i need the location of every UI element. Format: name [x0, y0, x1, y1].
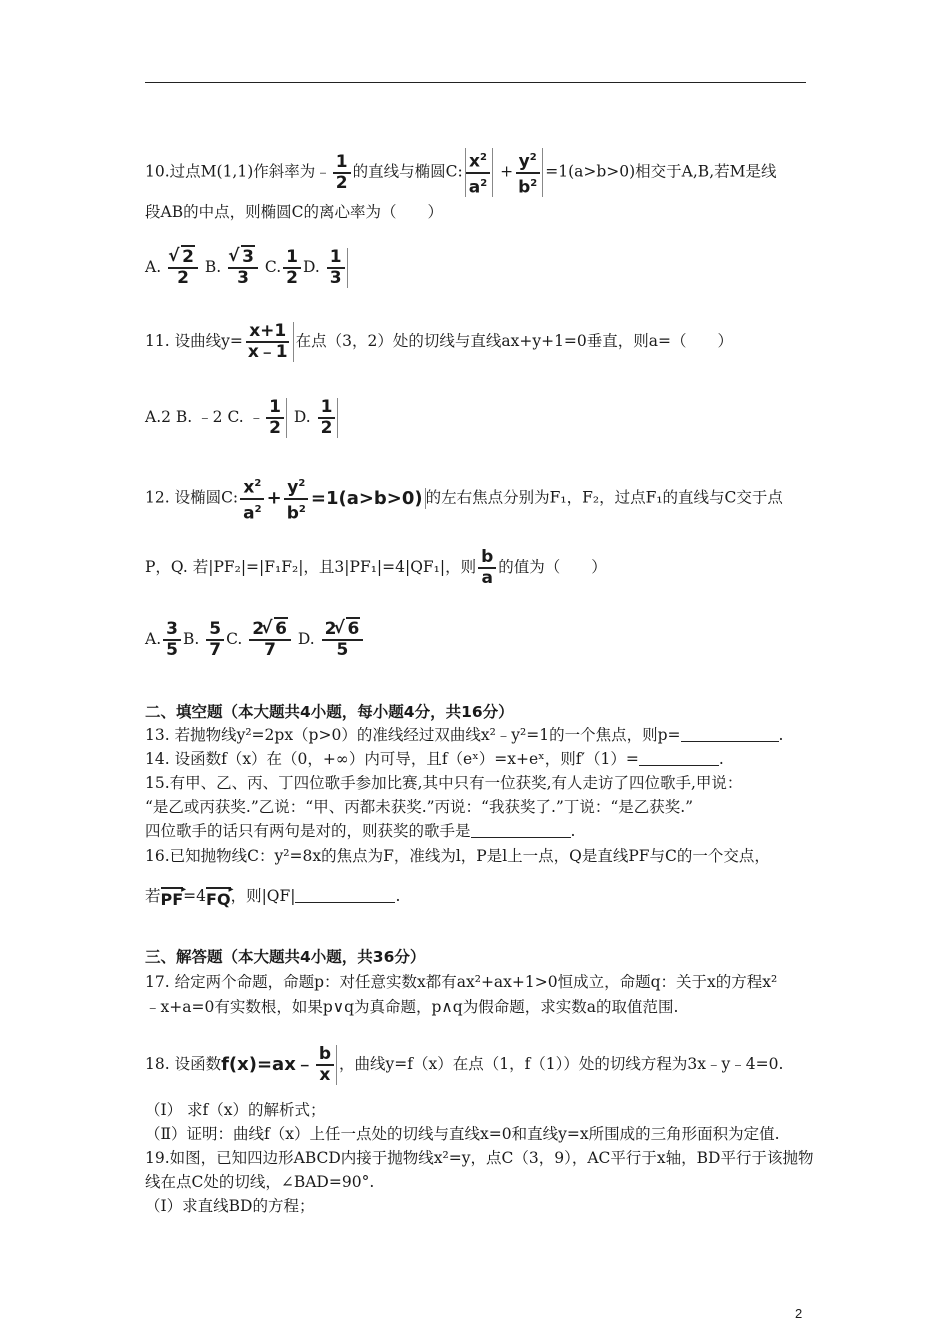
- section-3-heading: 三、解答题（本大题共4小题，共36分）: [145, 948, 426, 966]
- q12-ratio-fraction: $\frac{b}{a}$: [478, 548, 496, 588]
- vector-fq: FQ ▸: [206, 889, 231, 911]
- question-16-line1: 16.已知抛物线C：y²=8x的焦点为F，准线为l，P是l上一点，Q是直线PF与C的一个交点，: [145, 847, 770, 865]
- question-15-line1: 15.有甲、乙、丙、丁四位歌手参加比赛,其中只有一位获奖,有人走访了四位歌手,甲说：: [145, 774, 743, 792]
- q18-function: f(x)=ax﹣: [221, 1054, 314, 1075]
- q12-option-b: $\frac{5}{7}$: [206, 620, 224, 660]
- question-14: 14. 设函数f（x）在（0，+∞）内可导，且f（eˣ）=x+eˣ，则f′（1）= .: [145, 750, 724, 768]
- question-12-options: A. $\frac{3}{5}$ B. $\frac{5}{7}$ C. $\frac{2√ 6}{7}$ D. $\frac{2√ 6}{5}$: [145, 620, 365, 660]
- question-18-part-ii: （Ⅱ）证明：曲线f（x）上任一点处的切线与直线x=0和直线y=x所围成的三角形面积为定值.: [145, 1125, 780, 1143]
- question-10-options: A. √ $\frac{2}{2}$ B. √ $\frac{3}{3}$ C. $\frac{1}{2}$ D. $\frac{1}{3}$: [145, 248, 350, 288]
- question-16-line2: 若PF ▸=4FQ ▸，则|QF| .: [145, 885, 400, 911]
- question-10: 10.过点M(1,1)作斜率为﹣ $\frac{1}{2}$ 的直线与椭圆C: $\frac{x^2}{a^2}$ + $\frac{y^2}{b^2}$ =1(a>b>0)相交于A,B,若M是线: [145, 148, 777, 197]
- question-15-line2: “是乙或丙获奖.”乙说：“甲、丙都未获奖.”丙说：“我获奖了.”丁说：“是乙获奖.”: [145, 798, 694, 816]
- q12-option-a: $\frac{3}{5}$: [163, 620, 181, 660]
- question-17-line1: 17. 给定两个命题，命题p：对任意实数x都有ax²+ax+1>0恒成立，命题q：关于x的方程x²: [145, 973, 778, 991]
- question-18: 18. 设函数f(x)=ax﹣ $\frac{b}{x}$ ，曲线y=f（x）在点（1，f（1））处的切线方程为3x﹣y﹣4=0.: [145, 1044, 784, 1085]
- question-12: 12. 设椭圆C: $\frac{x^2}{a^2}$ + $\frac{y^2}{b^2}$ =1(a>b>0) 的左右焦点分别为F₁，F₂，过点F₁的直线与C交于点: [145, 474, 783, 523]
- question-19-part-i: （Ⅰ）求直线BD的方程；: [145, 1197, 315, 1215]
- q11-option-d: $\frac{1}{2}$: [318, 398, 339, 438]
- question-12-line2: P，Q. 若|PF₂|=|F₁F₂|，且3|PF₁|=4|QF₁|，则 $\frac{b}{a}$ 的值为（ ）: [145, 547, 607, 588]
- q12-x-fraction: $\frac{x^2}{a^2}$: [240, 474, 264, 523]
- q11-curve-fraction: $\frac{x+1}{x﹣1}$: [245, 322, 294, 362]
- q10-option-a: √ $\frac{2}{2}$: [168, 248, 198, 288]
- q10-x-fraction: $\frac{x^2}{a^2}$: [465, 148, 493, 197]
- q10-slope-fraction: $\frac{1}{2}$: [333, 153, 351, 193]
- question-11: 11. 设曲线y= $\frac{x+1}{x﹣1}$ 在点（3，2）处的切线与直线ax+y+1=0垂直，则a=（ ）: [145, 321, 734, 362]
- q12-option-c: $\frac{2√ 6}{7}$: [249, 620, 291, 660]
- q12-equation-tail: =1(a>b>0): [311, 488, 426, 509]
- q10-y-fraction: $\frac{y^2}{b^2}$: [515, 148, 543, 197]
- question-19-line1: 19.如图，已知四边形ABCD内接于抛物线x²=y，点C（3，9），AC平行于x轴，BD平行于该抛物: [145, 1149, 814, 1167]
- question-18-part-i: （Ⅰ） 求f（x）的解析式；: [145, 1101, 326, 1119]
- page-number: 2: [795, 1306, 803, 1321]
- question-10-line2: 段AB的中点，则椭圆C的离心率为（ ）: [145, 203, 443, 221]
- q11-option-c: $\frac{1}{2}$: [266, 398, 287, 438]
- q10-option-c: $\frac{1}{2}$: [283, 248, 301, 288]
- question-11-options: A.2 B. ﹣2 C. ﹣ $\frac{1}{2}$ D. $\frac{1}{2}$: [145, 398, 340, 438]
- question-19-line2: 线在点C处的切线，∠BAD=90°.: [145, 1173, 375, 1191]
- header-rule: [145, 82, 806, 83]
- q10-text: 10.过点M(1,1)作斜率为﹣: [145, 162, 331, 181]
- q12-option-d: $\frac{2√ 6}{5}$: [322, 620, 364, 660]
- question-15-line3: 四位歌手的话只有两句是对的，则获奖的歌手是 .: [145, 822, 576, 840]
- q18-fraction: $\frac{b}{x}$: [316, 1045, 337, 1085]
- question-17-line2: ﹣x+a=0有实数根，如果p∨q为真命题，p∧q为假命题，求实数a的取值范围.: [145, 998, 679, 1016]
- q10-option-b: √ $\frac{3}{3}$: [228, 248, 258, 288]
- question-13: 13. 若抛物线y²=2px（p>0）的准线经过双曲线x²﹣y²=1的一个焦点，则p= .: [145, 726, 784, 744]
- q10-option-d: $\frac{1}{3}$: [327, 248, 348, 288]
- q12-y-fraction: $\frac{y^2}{b^2}$: [284, 474, 309, 523]
- vector-pf: PF ▸: [161, 889, 184, 911]
- section-2-heading: 二、填空题（本大题共4小题，每小题4分，共16分）: [145, 703, 514, 721]
